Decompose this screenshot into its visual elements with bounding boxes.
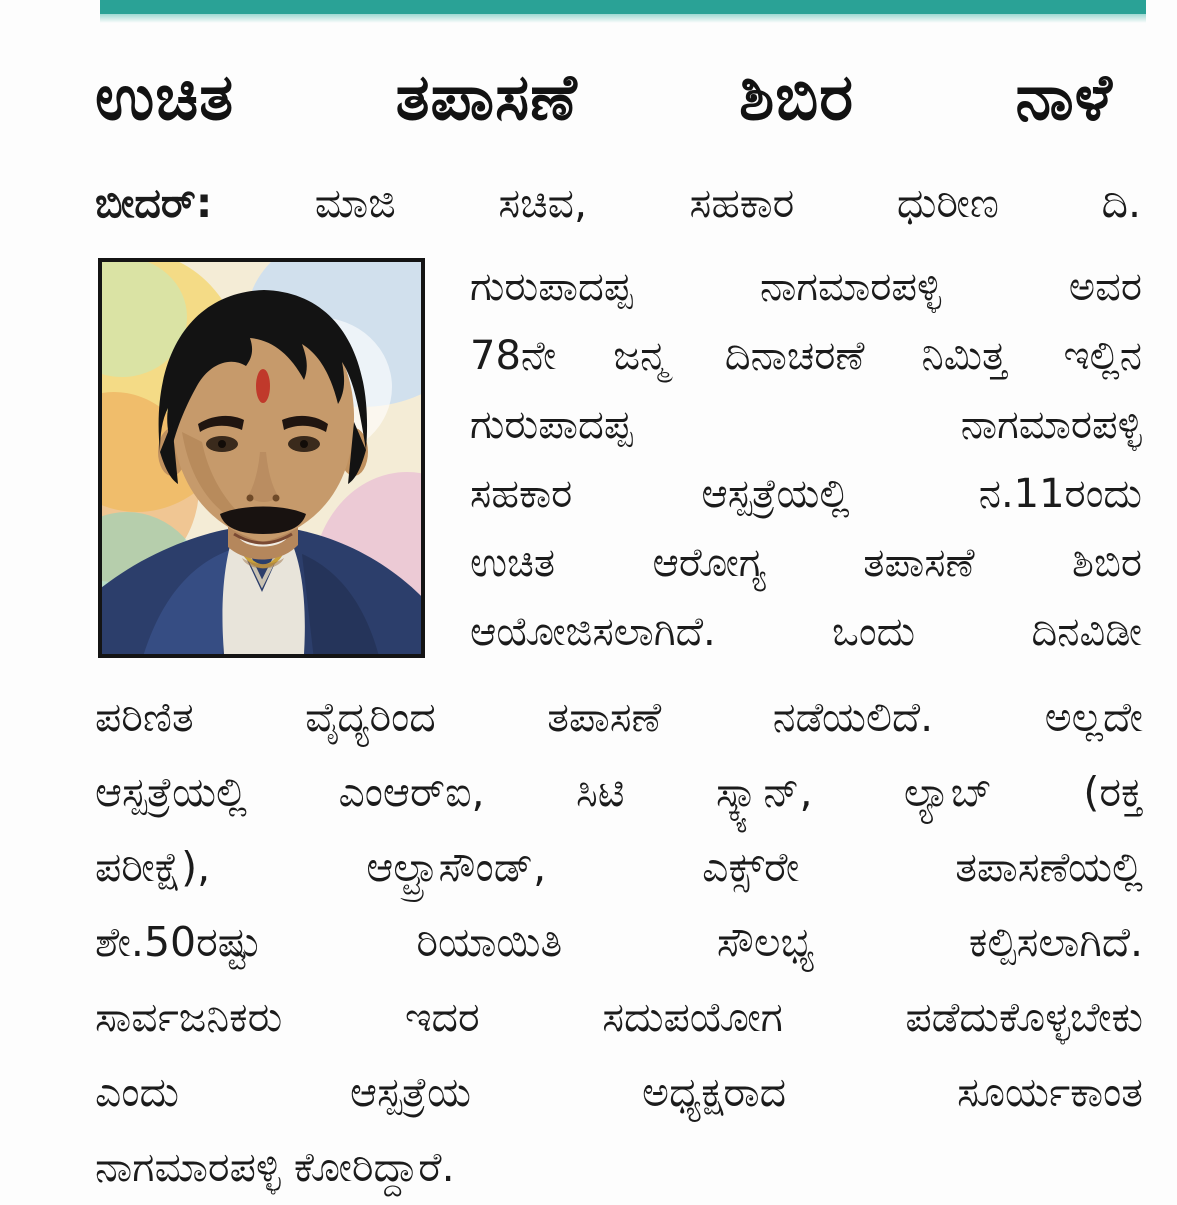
dateline-location: ಬೀದರ್:	[95, 179, 213, 227]
body-line: ಸಾರ್ವಜನಿಕರು ಇದರ ಸದುಪಯೋಗ ಪಡೆದುಕೊಳ್ಳಬೇಕು	[95, 993, 1143, 1041]
body-line: ಪರೀಕ್ಷೆ), ಆಲ್ಟ್ರಾಸೌಂಡ್, ಎಕ್ಸ್‌ರೇ ತಪಾಸಣೆಯಲ್ಲಿ	[95, 843, 1143, 891]
body-line: 78ನೇ ಜನ್ಮ ದಿನಾಚರಣೆ ನಿಮಿತ್ತ ಇಲ್ಲಿನ	[470, 333, 1142, 379]
body-line: ಗುರುಪಾದಪ್ಪ ನಾಗಮಾರಪಳ್ಳಿ	[470, 402, 1142, 448]
article-dateline	[95, 168, 1141, 238]
dateline-text: ಮಾಜಿ ಸಚಿವ, ಸಹಕಾರ ಧುರೀಣ ದಿ.	[314, 179, 1141, 227]
body-line: ಆಸ್ಪತ್ರೆಯಲ್ಲಿ ಎಂಆರ್‌ಐ, ಸಿಟಿ ಸ್ಕ್ಯಾನ್, ಲ್ಯಾಬ್ (ರಕ್ತ	[95, 768, 1143, 816]
body-line: ಉಚಿತ ಆರೋಗ್ಯ ತಪಾಸಣೆ ಶಿಬಿರ	[470, 540, 1142, 586]
body-line: ಪರಿಣಿತ ವೈದ್ಯರಿಂದ ತಪಾಸಣೆ ನಡೆಯಲಿದೆ. ಅಲ್ಲದೇ	[95, 693, 1143, 741]
portrait-illustration	[102, 262, 421, 654]
top-accent-bar	[100, 0, 1146, 14]
top-accent-bar-fade	[100, 14, 1146, 23]
article-body	[95, 680, 1143, 1205]
portrait-photo	[98, 258, 425, 658]
body-line: ಸಹಕಾರ ಆಸ್ಪತ್ರೆಯಲ್ಲಿ ನ.11ರಂದು	[470, 471, 1142, 517]
article-headline: ಉಚಿತ ತಪಾಸಣೆ ಶಿಬಿರ ನಾಳೆ	[95, 61, 1113, 135]
body-line: ಎಂದು ಆಸ್ಪತ್ರೆಯ ಅಧ್ಯಕ್ಷರಾದ ಸೂರ್ಯಕಾಂತ	[95, 1068, 1143, 1116]
body-line: ಗುರುಪಾದಪ್ಪ ನಾಗಮಾರಪಳ್ಳಿ ಅವರ	[470, 264, 1142, 310]
body-line-last: ನಾಗಮಾರಪಳ್ಳಿ ಕೋರಿದ್ದಾರೆ.	[95, 1143, 455, 1191]
article-column-right	[470, 253, 1142, 667]
body-line: ಶೇ.50ರಷ್ಟು ರಿಯಾಯಿತಿ ಸೌಲಭ್ಯ ಕಲ್ಪಿಸಲಾಗಿದೆ.	[95, 918, 1143, 966]
body-line: ಆಯೋಜಿಸಲಾಗಿದೆ. ಒಂದು ದಿನವಿಡೀ	[470, 609, 1142, 655]
